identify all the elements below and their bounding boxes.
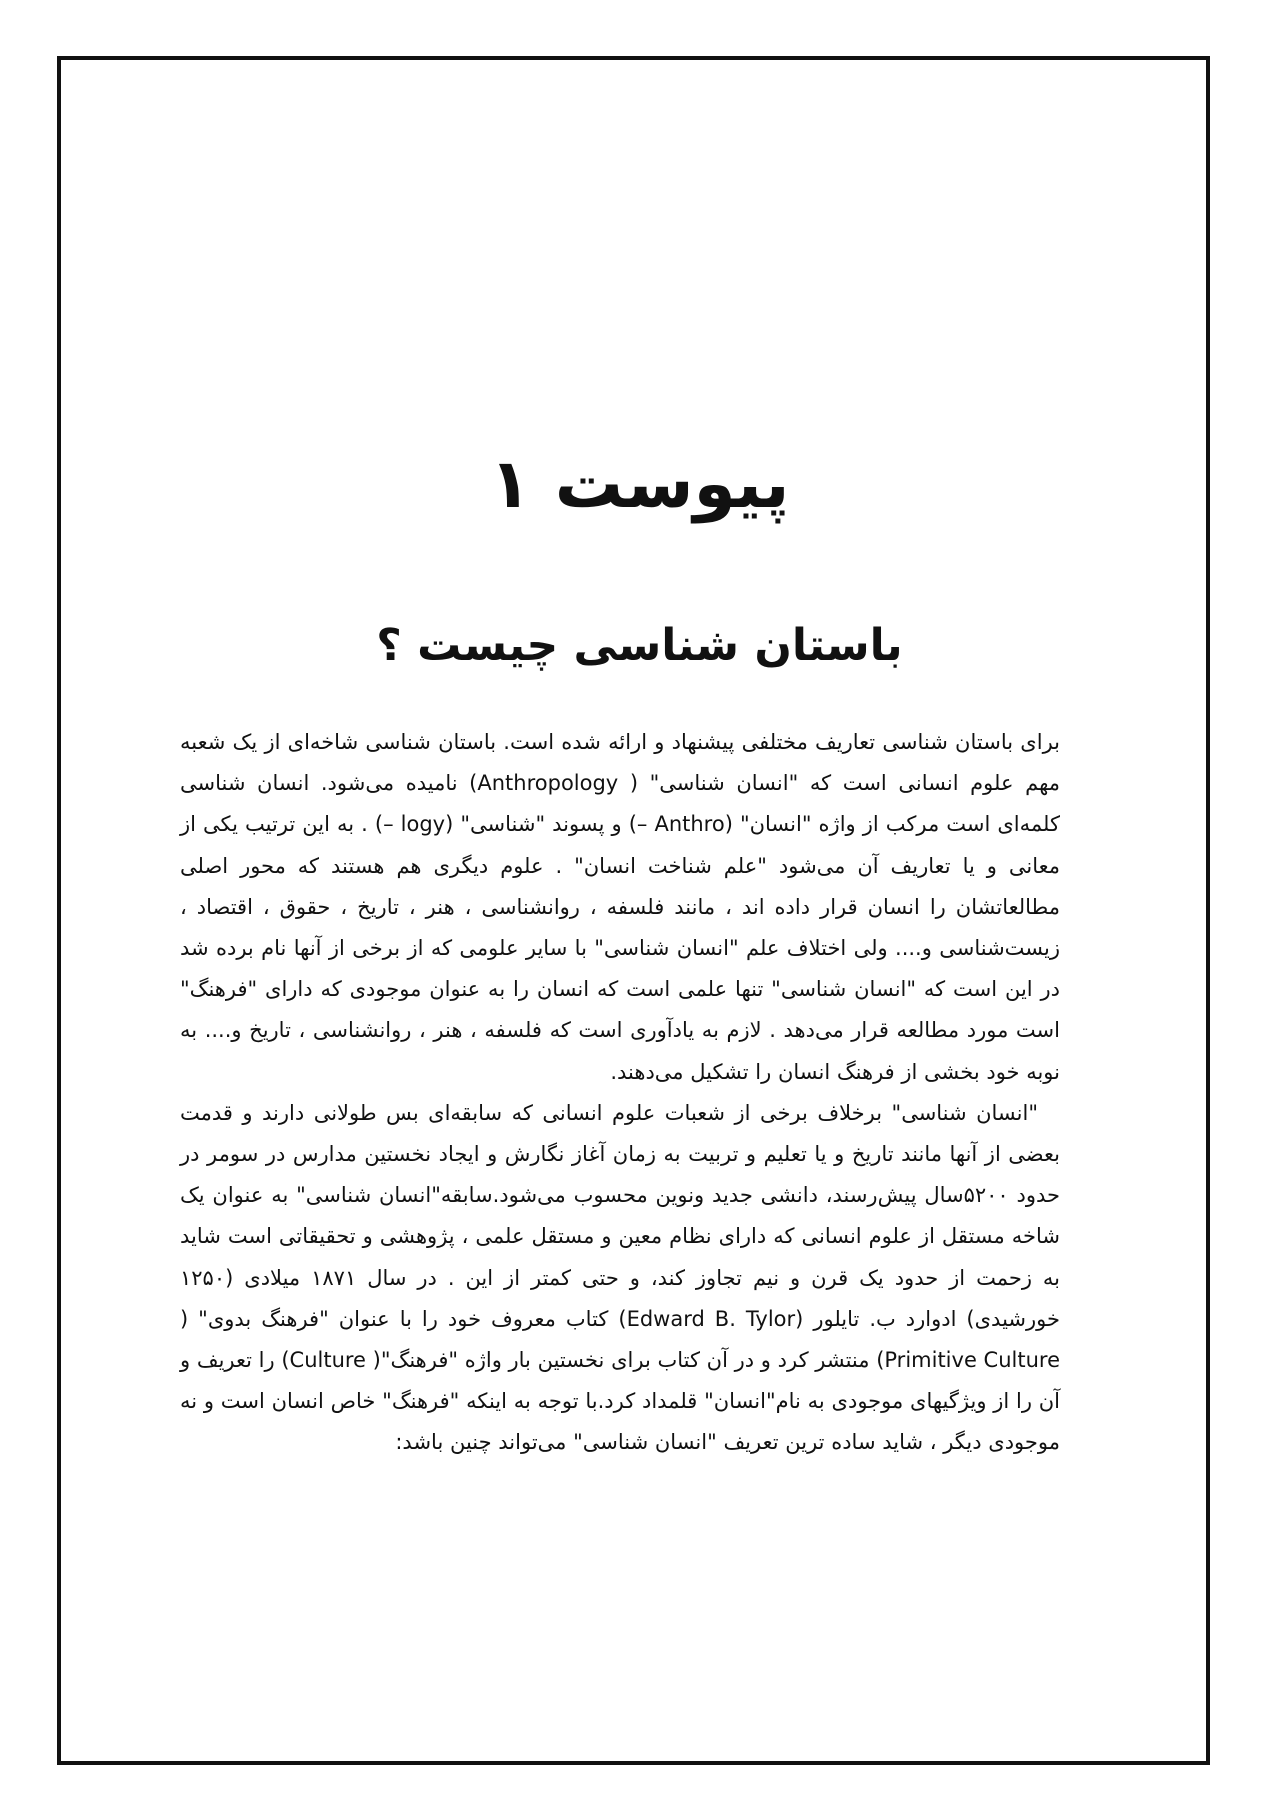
paragraph-2: "انسان شناسی" برخلاف برخی از شعبات علوم انسانی که سابقه‌ای بس طولانی دارند و قدمت بعضی از آنها مانند تاریخ و یا تعلیم و تربیت به زمان آغاز نگارش و ایجاد نخستین مدارس در سومر در حدود ۵۲۰۰سال پیش‌رسند، دانشی جدید ونوین محسوب می‌شود.سابقه"انسان شناسی" به عنوان یک شاخه مستقل از علوم انسانی که دارای نظام معین و مستقل علمی ، پژوهشی و تحقیقاتی است شاید به زحمت از حدود یک قرن و نیم تجاوز کند، و حتی کمتر از این . در سال ۱۸۷۱ میلادی (۱۲۵۰ خورشیدی) ادوارد ب. تایلور (Edward B. Tylor) کتاب معروف خود را با عنوان "فرهنگ بدوی" ( Primitive Culture) منتشر کرد و در آن کتاب برای نخستین بار واژه "فرهنگ"( Culture) را تعریف و آن را از ویژگیهای موجودی به نام"انسان" قلمداد کرد.با توجه به اینکه "فرهنگ" خاص انسان است و نه موجودی دیگر ، شاید ساده ترین تعریف "انسان شناسی" می‌تواند چنین باشد:: [180, 1100, 1061, 1455]
chapter-subtitle: باستان شناسی چیست ؟: [376, 620, 903, 671]
paragraph-1: برای باستان شناسی تعاریف مختلفی پیشنهاد و ارائه شده است. باستان شناسی شاخه‌ای از یک شعبه مهم علوم انسانی است که "انسان شناسی" ( Anthropology) نامیده می‌شود. انسان شناسی کلمه‌ای است مرکب از واژه "انسان" (Anthro –) و پسوند "شناسی" (logy –) . به این ترتیب یکی از معانی و یا تعاریف آن می‌شود "علم شناخت انسان" . علوم دیگری هم هستند که محور اصلی مطالعاتشان را انسان قرار داده اند ، مانند فلسفه ، روانشناسی ، هنر ، تاریخ ، حقوق ، اقتصاد ، زیست‌شناسی و.... ولی اختلاف علم "انسان شناسی" با سایر علومی که از برخی از آنها نام برده شد در این است که "انسان شناسی" تنها علمی است که انسان را به عنوان موجودی که دارای "فرهنگ" است مورد مطالعه قرار می‌دهد . لازم به یادآوری است که فلسفه ، هنر ، روانشناسی ، تاریخ و.... به نوبه خود بخشی از فرهنگ انسان را تشکیل می‌دهند.: [180, 730, 1060, 1084]
chapter-title: پیوست ۱: [489, 445, 790, 524]
body-text: [180, 722, 1060, 1464]
